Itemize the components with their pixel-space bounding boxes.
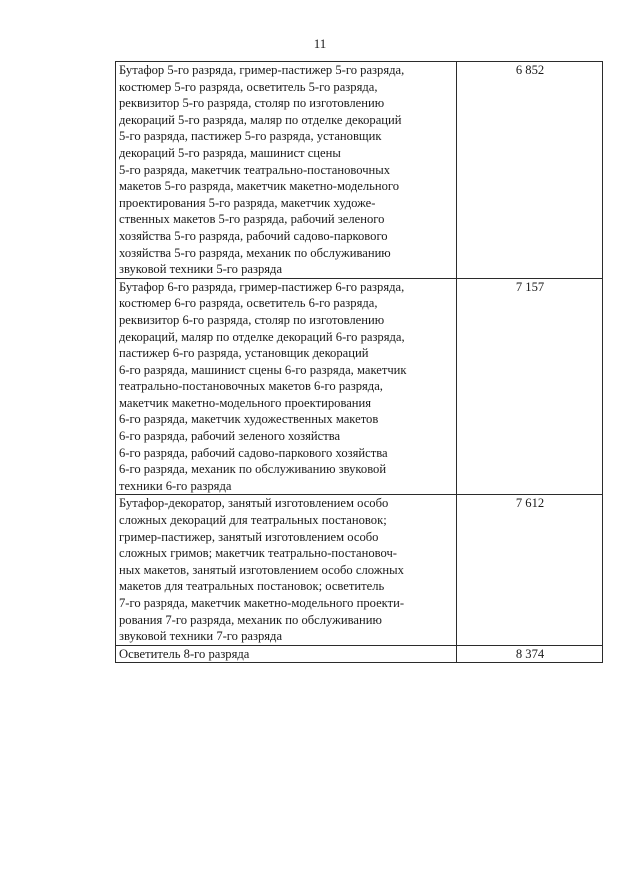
salary-value-cell: 7 157 — [457, 278, 603, 495]
position-title-line: техники 6-го разряда — [119, 478, 232, 493]
position-title-line: 6-го разряда, машинист сцены 6-го разряда, макетчик — [119, 362, 407, 377]
position-title-line: реквизитор 5-го разряда, столяр по изготовлению — [119, 96, 385, 111]
position-title-line: ных макетов, занятый изготовлением особо сложных — [119, 562, 404, 577]
position-title-line: хозяйства 5-го разряда, рабочий садово-паркового — [119, 228, 388, 243]
position-title-line: сложных гримов; макетчик театрально-постановоч- — [119, 546, 397, 561]
position-title-line: Бутафор 5-го разряда, гример-пастижер 5-го разряда, — [119, 63, 405, 77]
table-row — [116, 495, 603, 645]
position-title-line: костюмер 5-го разряда, осветитель 5-го разряда, — [119, 79, 378, 94]
position-title-line: гример-пастижер, занятый изготовлением особо — [119, 529, 379, 544]
table-body — [116, 62, 603, 663]
position-title-line: декораций 5-го разряда, машинист сцены — [119, 145, 341, 160]
page-number: 11 — [313, 36, 327, 51]
position-title-line: Бутафор-декоратор, занятый изготовлением особо — [119, 496, 389, 511]
position-title-line: 5-го разряда, пастижер 5-го разряда, установщик — [119, 129, 382, 144]
position-title-line: реквизитор 6-го разряда, столяр по изготовлению — [119, 312, 385, 327]
table-row — [116, 645, 603, 663]
position-title-cell — [116, 645, 457, 663]
position-title-cell — [116, 278, 457, 495]
table-row — [116, 62, 603, 279]
position-title-line: рования 7-го разряда, механик по обслуживанию — [119, 612, 382, 627]
position-title-cell — [116, 62, 457, 279]
position-title-line: 7-го разряда, макетчик макетно-модельного проекти- — [119, 596, 405, 610]
position-title-line: звуковой техники 7-го разряда — [119, 629, 283, 644]
position-title-line: 5-го разряда, макетчик театрально-постановочных — [119, 162, 391, 177]
position-title-cell — [116, 495, 457, 645]
position-title-line: декораций, маляр по отделке декораций 6-го разряда, — [119, 329, 405, 344]
position-title-line: Осветитель 8-го разряда — [119, 646, 250, 661]
salary-table — [115, 61, 603, 663]
position-title-line: 6-го разряда, рабочий зеленого хозяйства — [119, 429, 341, 444]
salary-value-cell: 7 612 — [457, 495, 603, 645]
position-title-line: ственных макетов 5-го разряда, рабочий зеленого — [119, 212, 385, 227]
position-title-line: проектирования 5-го разряда, макетчик художе- — [119, 195, 376, 210]
position-title-line: макетов для театральных постановок; осветитель — [119, 579, 385, 594]
table-row — [116, 278, 603, 495]
position-title-line: макетчик макетно-модельного проектирования — [119, 395, 372, 410]
position-title-line: Бутафор 6-го разряда, гример-пастижер 6-го разряда, — [119, 279, 405, 294]
position-title-line: 6-го разряда, рабочий садово-паркового хозяйства — [119, 445, 388, 460]
position-title-line: звуковой техники 5-го разряда — [119, 262, 283, 277]
position-title-line: макетов 5-го разряда, макетчик макетно-модельного — [119, 179, 400, 194]
salary-value-cell: 8 374 — [457, 645, 603, 663]
position-title-line: хозяйства 5-го разряда, механик по обслуживанию — [119, 245, 391, 260]
position-title-line: декораций 5-го разряда, маляр по отделке декораций — [119, 112, 402, 127]
position-title-line: театрально-постановочных макетов 6-го разряда, — [119, 379, 383, 394]
position-title-line: 6-го разряда, макетчик художественных макетов — [119, 412, 379, 427]
position-title-line: пастижер 6-го разряда, установщик декораций — [119, 346, 369, 361]
position-title-line: 6-го разряда, механик по обслуживанию звуковой — [119, 462, 387, 477]
position-title-line: сложных декораций для театральных постановок; — [119, 513, 387, 528]
salary-value-cell: 6 852 — [457, 62, 603, 279]
position-title-line: костюмер 6-го разряда, осветитель 6-го разряда, — [119, 296, 378, 311]
